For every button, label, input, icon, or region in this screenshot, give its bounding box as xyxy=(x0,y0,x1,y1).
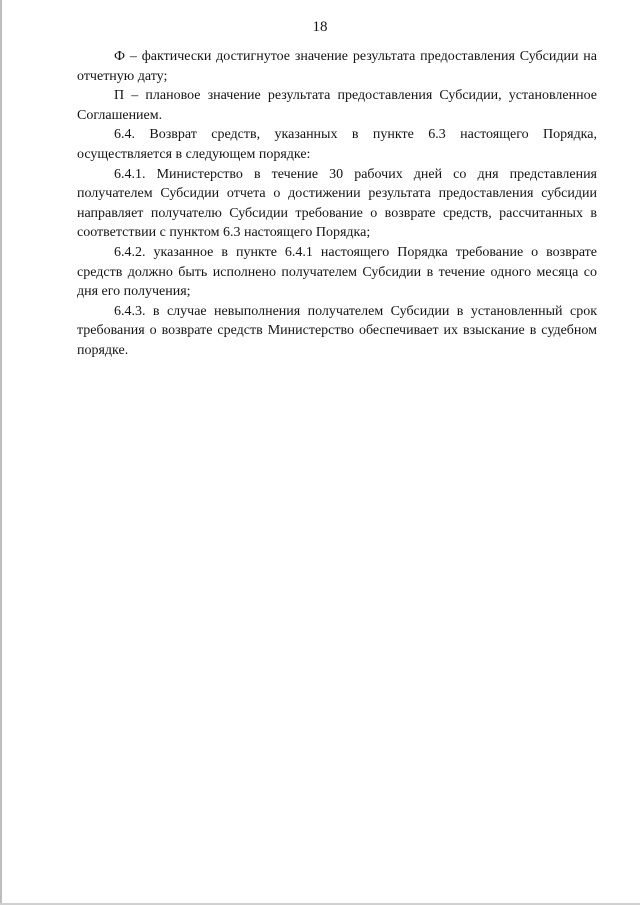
paragraph-formula-p: П – плановое значение результата предоставления Субсидии, установленное Соглашением. xyxy=(77,88,597,123)
page-number: 18 xyxy=(312,19,328,35)
document-body xyxy=(77,47,597,361)
paragraph-formula-f: Ф – фактически достигнутое значение результата предоставления Субсидии на отчетную дату; xyxy=(77,49,597,84)
scan-edge-left xyxy=(0,0,2,905)
paragraph-6-4-3: 6.4.3. в случае невыполнения получателем Субсидии в установленный срок требования о возврате средств Министерство обеспечивает их взыскание в судебном порядке. xyxy=(77,303,597,358)
paragraph-6-4-2: 6.4.2. указанное в пункте 6.4.1 настоящего Порядка требование о возврате средств должно быть исполнено получателем Субсидии в течение одного месяца со дня его получения; xyxy=(77,244,597,300)
paragraph-6-4: 6.4. Возврат средств, указанных в пункте 6.3 настоящего Порядка, осуществляется в следующем порядке: xyxy=(77,127,597,162)
paragraph-6-4-1: 6.4.1. Министерство в течение 30 рабочих дней со дня представления получателем Субсидии отчета о достижении результата предоставления субсидии направляет получателю Субсидии требование о возврате средств, рассчитанных в соответствии с пунктом 6.3 настоящего Порядка; xyxy=(77,166,597,241)
